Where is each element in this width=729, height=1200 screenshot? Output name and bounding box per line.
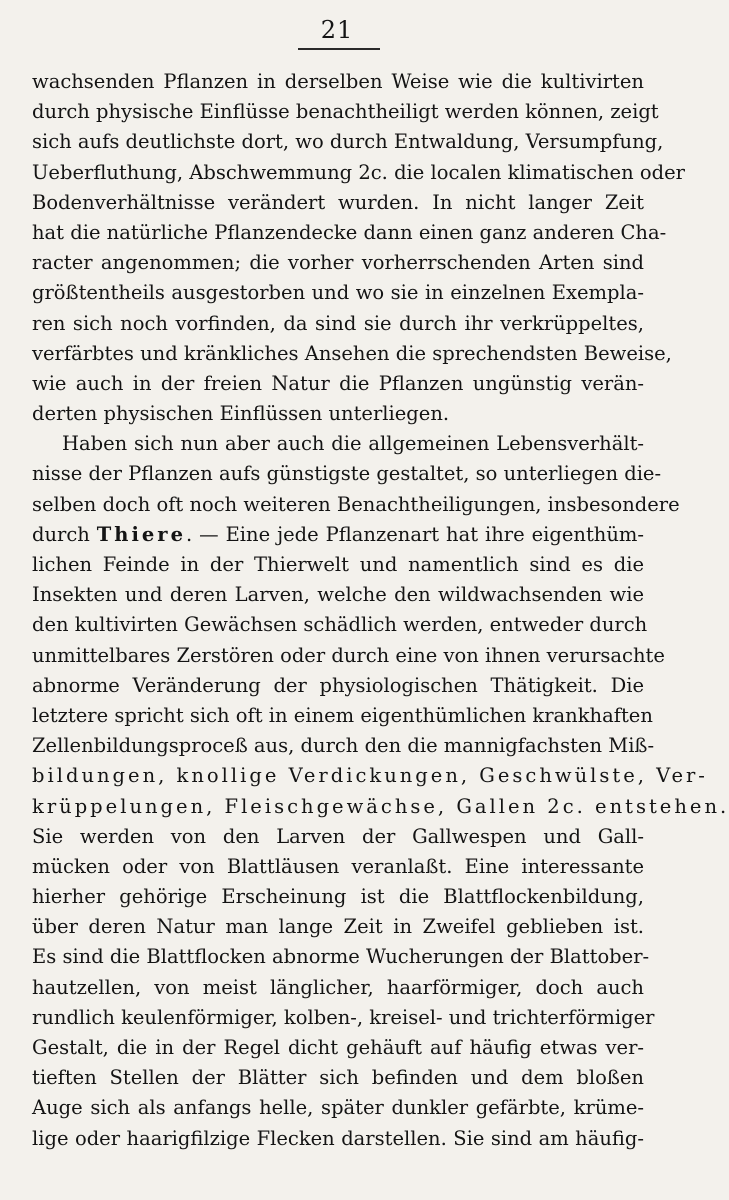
text-line: Bodenverhältnisse verändert wurden. In nicht langer Zeit	[32, 190, 644, 214]
text-line: bildungen, knollige Verdickungen, Geschwülste, Ver-	[32, 764, 708, 788]
text-line: Haben sich nun aber auch die allgemeinen Lebensverhält-	[62, 432, 644, 456]
text-line: nisse der Pflanzen aufs günstigste gestaltet, so unterliegen die-	[32, 462, 662, 486]
text-line	[32, 520, 644, 550]
body-text	[32, 67, 729, 1154]
text-line: abnorme Veränderung der physiologischen Thätigkeit. Die	[32, 673, 644, 697]
text-segment: . — Eine jede Pflanzenart hat ihre eigenthüm-	[185, 522, 644, 546]
text-line: Es sind die Blattflocken abnorme Wucherungen der Blattober-	[32, 945, 650, 969]
text-line: letztere spricht sich oft in einem eigenthümlichen krankhaften	[32, 703, 653, 727]
text-segment: durch	[32, 522, 97, 546]
text-line: rundlich keulenförmiger, kolben-, kreisel- und trichterförmiger	[32, 1005, 655, 1029]
text-line: größtentheils ausgestorben und wo sie in einzelnen Exempla-	[32, 281, 644, 305]
text-line: über deren Natur man lange Zeit in Zweifel geblieben ist.	[32, 915, 644, 939]
text-line: Insekten und deren Larven, welche den wildwachsenden wie	[32, 583, 644, 607]
text-line: hat die natürliche Pflanzendecke dann einen ganz anderen Cha-	[32, 220, 667, 244]
text-line: krüppelungen, Fleischgewächse, Gallen 2c. entstehen.	[32, 794, 729, 818]
text-line: derten physischen Einflüssen unterliegen.	[32, 402, 450, 426]
text-line: Zellenbildungsproceß aus, durch den die mannigfachsten Miß-	[32, 734, 655, 758]
text-line: racter angenommen; die vorher vorherrschenden Arten sind	[32, 251, 644, 275]
text-line: den kultivirten Gewächsen schädlich werden, entweder durch	[32, 613, 648, 637]
text-line: mücken oder von Blattläusen veranlaßt. Eine interessante	[32, 854, 644, 878]
text-line: sich aufs deutlichste dort, wo durch Entwaldung, Versumpfung,	[32, 130, 664, 154]
text-line: Auge sich als anfangs helle, später dunkler gefärbte, krüme-	[32, 1096, 644, 1120]
text-line: unmittelbares Zerstören oder durch eine von ihnen verursachte	[32, 643, 665, 667]
text-line: Gestalt, die in der Regel dicht gehäuft auf häufig etwas ver-	[32, 1036, 644, 1059]
text-line: ren sich noch vorfinden, da sind sie durch ihr verkrüppeltes,	[32, 311, 644, 335]
page-number: 21	[320, 16, 354, 44]
text-line: lige oder haarigfilzige Flecken darstellen. Sie sind am häufig-	[32, 1126, 644, 1150]
text-line: wachsenden Pflanzen in derselben Weise wie die kultivirten	[32, 70, 644, 93]
header-rule	[298, 48, 380, 50]
text-line: tieften Stellen der Blätter sich befinden und dem bloßen	[32, 1066, 644, 1090]
text-line: wie auch in der freien Natur die Pflanzen ungünstig verän-	[32, 371, 644, 395]
text-line: verfärbtes und kränkliches Ansehen die sprechendsten Beweise,	[32, 341, 672, 365]
text-line: Ueberfluthung, Abschwemmung 2c. die localen klimatischen oder	[32, 160, 685, 184]
text-line: hautzellen, von meist länglicher, haarförmiger, doch auch	[32, 975, 644, 999]
text-line: lichen Feinde in der Thierwelt und namentlich sind es die	[32, 553, 644, 576]
text-line: hierher gehörige Erscheinung ist die Blattflockenbildung,	[32, 885, 644, 909]
emphasis-word: Thiere	[96, 522, 186, 546]
text-line: Sie werden von den Larven der Gallwespen und Gall-	[32, 824, 644, 848]
text-line: selben doch oft noch weiteren Benachtheiligungen, insbesondere	[32, 492, 680, 516]
text-line: durch physische Einflüsse benachtheiligt werden können, zeigt	[32, 100, 659, 124]
